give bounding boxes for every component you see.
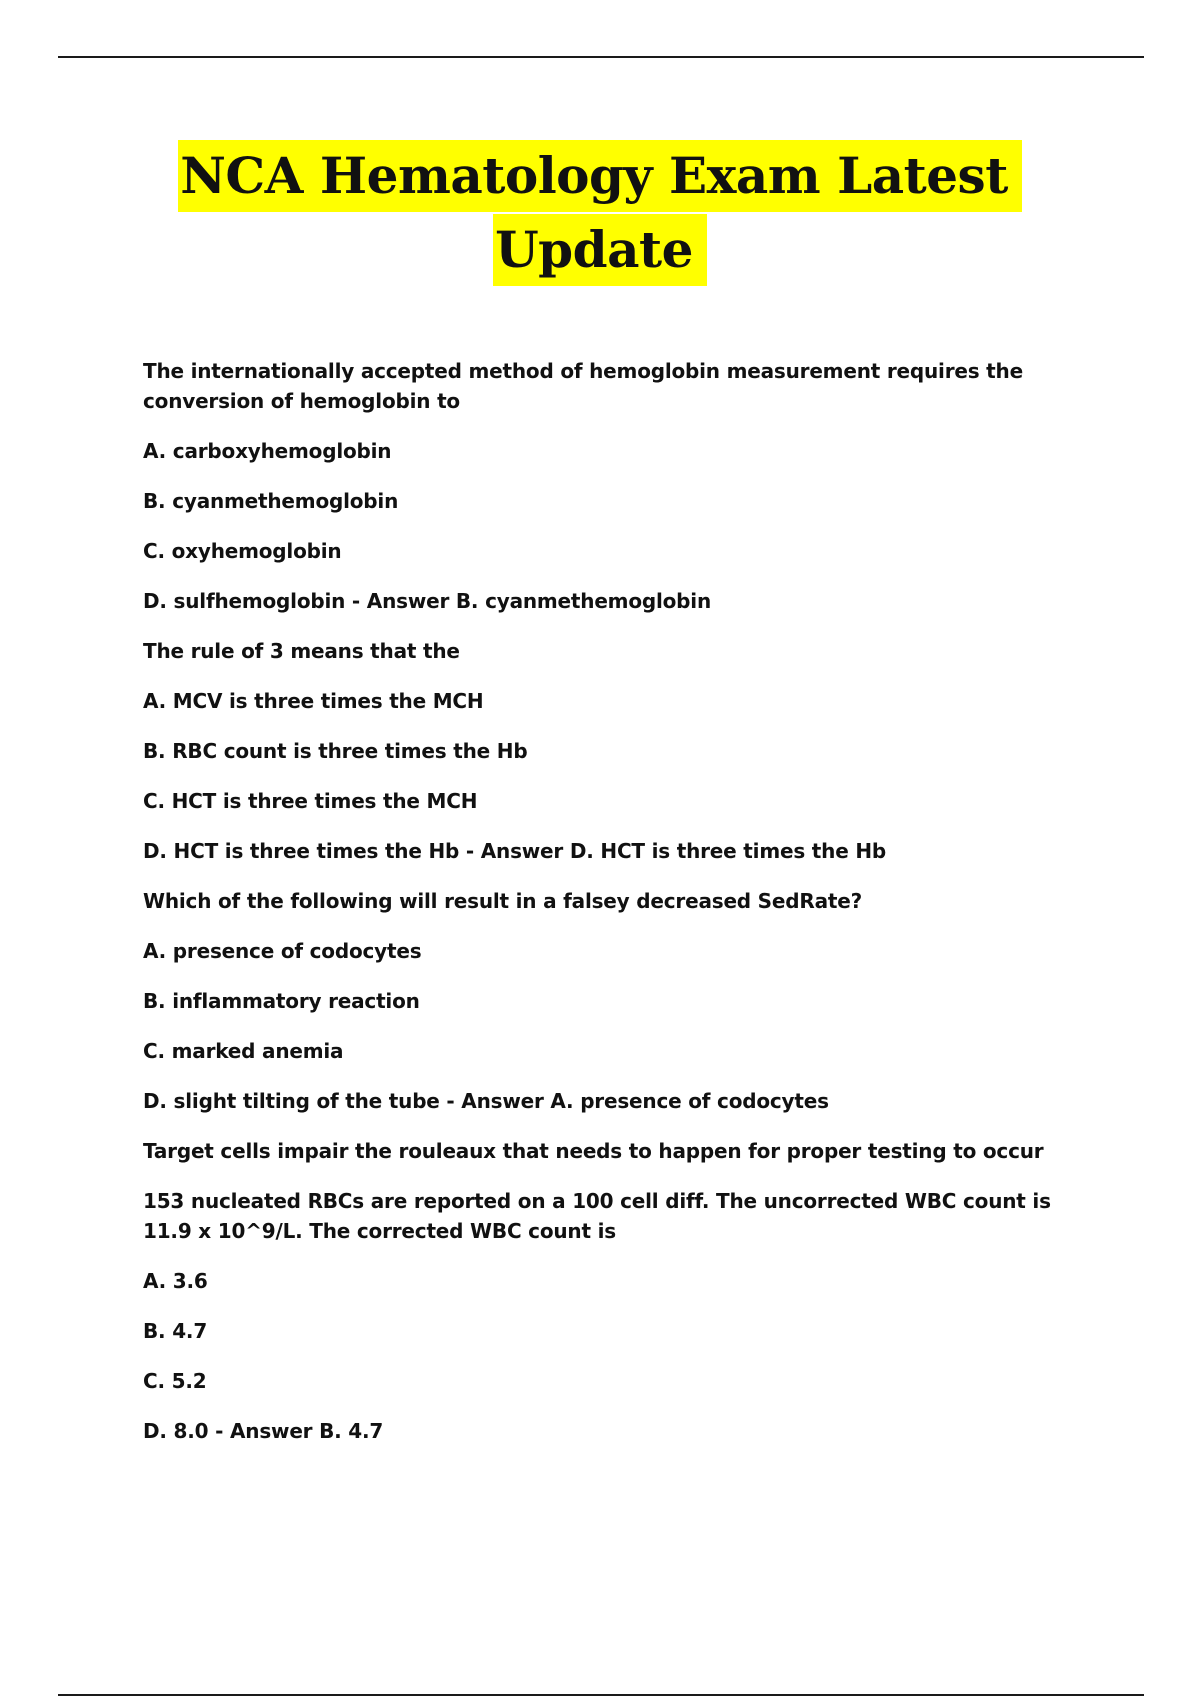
question-1-option-a: A. carboxyhemoglobin <box>143 439 392 463</box>
bottom-divider <box>58 1694 1144 1696</box>
question-4-option-c: C. 5.2 <box>143 1369 207 1393</box>
question-2-option-a: A. MCV is three times the MCH <box>143 689 484 713</box>
question-4-stem: 153 nucleated RBCs are reported on a 100 cell diff. The uncorrected WBC count is 11.9 x 10^9/L. The corrected WBC count is <box>143 1189 1051 1243</box>
question-3-option-c: C. marked anemia <box>143 1039 344 1063</box>
question-1-option-d-answer: D. sulfhemoglobin - Answer B. cyanmethemoglobin <box>143 589 711 613</box>
document-title <box>0 140 1200 288</box>
question-2-stem: The rule of 3 means that the <box>143 639 460 663</box>
question-3-option-b: B. inflammatory reaction <box>143 989 420 1013</box>
title-line-1: NCA Hematology Exam Latest <box>178 140 1022 212</box>
question-3-option-d-answer: D. slight tilting of the tube - Answer A. presence of codocytes <box>143 1089 829 1113</box>
question-2-option-c: C. HCT is three times the MCH <box>143 789 478 813</box>
question-1-option-b: B. cyanmethemoglobin <box>143 489 399 513</box>
question-1-option-c: C. oxyhemoglobin <box>143 539 342 563</box>
question-4-option-b: B. 4.7 <box>143 1319 208 1343</box>
question-2-option-b: B. RBC count is three times the Hb <box>143 739 528 763</box>
question-3-explanation: Target cells impair the rouleaux that needs to happen for proper testing to occur <box>143 1139 1044 1163</box>
question-list <box>143 356 1083 1466</box>
question-3-option-a: A. presence of codocytes <box>143 939 422 963</box>
title-line-2: Update <box>493 214 707 286</box>
top-divider <box>58 56 1144 58</box>
question-2-option-d-answer: D. HCT is three times the Hb - Answer D. HCT is three times the Hb <box>143 839 886 863</box>
question-1-stem: The internationally accepted method of hemoglobin measurement requires the conversion of hemoglobin to <box>143 359 1023 413</box>
question-4-option-a: A. 3.6 <box>143 1269 208 1293</box>
question-3-stem: Which of the following will result in a falsey decreased SedRate? <box>143 889 862 913</box>
question-4-option-d-answer: D. 8.0 - Answer B. 4.7 <box>143 1419 384 1443</box>
